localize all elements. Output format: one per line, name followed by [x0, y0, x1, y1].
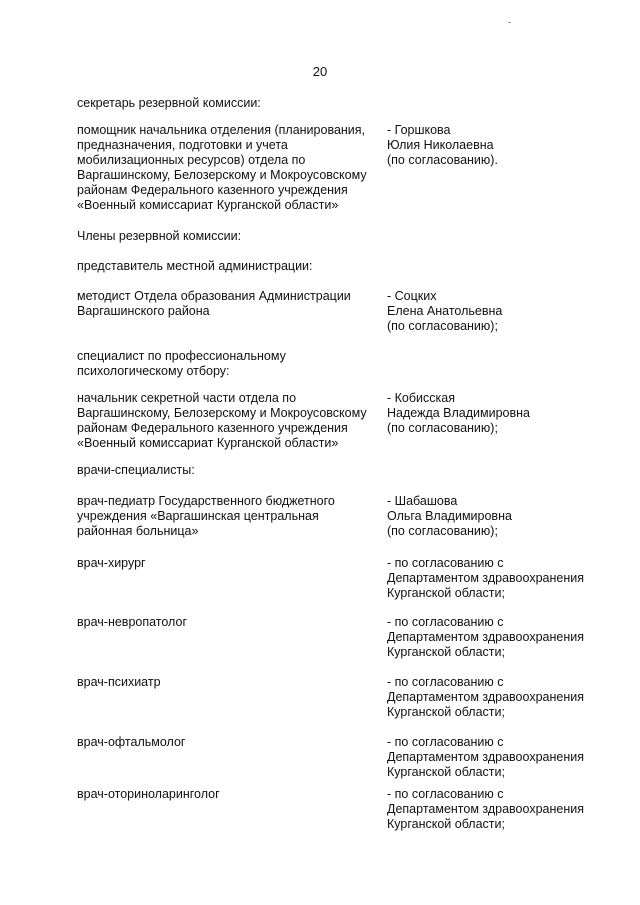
entry-position: врач-психиатр [77, 675, 161, 689]
scan-mark [508, 22, 511, 23]
entry-position: начальник секретной части отдела по Варгашинскому, Белозерскому и Мокроусовскому районам Федерального казенного учреждения «Военный комиссариат Курганской области» [77, 391, 367, 450]
entry-position: врач-хирург [77, 556, 146, 570]
entry-position: помощник начальника отделения (планирования, предназначения, подготовки и учета мобилизационных ресурсов) отдела по Варгашинскому, Белозерскому и Мокроусовскому районам Федерального казенного учреждения «Военный комиссариат Курганской области» [77, 123, 367, 212]
entry-person: - по согласованию с Департаментом здравоохранения Курганской области; [387, 787, 584, 831]
entry-person: - по согласованию с Департаментом здравоохранения Курганской области; [387, 615, 584, 659]
entry-person: - Шабашова Ольга Владимировна (по согласованию); [387, 494, 512, 538]
entry-person: - по согласованию с Департаментом здравоохранения Курганской области; [387, 735, 584, 779]
entry-person: - Горшкова Юлия Николаевна (по согласованию). [387, 123, 498, 167]
page-number: 20 [312, 64, 328, 79]
entry-person: - по согласованию с Департаментом здравоохранения Курганской области; [387, 675, 584, 719]
entry-person: - по согласованию с Департаментом здравоохранения Курганской области; [387, 556, 584, 600]
entry-person: - Кобисская Надежда Владимировна (по согласованию); [387, 391, 530, 435]
entry-position: врач-педиатр Государственного бюджетного учреждения «Варгашинская центральная районная больница» [77, 494, 335, 538]
heading-local-admin: представитель местной администрации: [77, 259, 313, 273]
entry-position: методист Отдела образования Администрации Варгашинского района [77, 289, 351, 318]
entry-position: врач-оториноларинголог [77, 787, 220, 801]
heading-members: Члены резервной комиссии: [77, 229, 242, 243]
entry-position: врач-офтальмолог [77, 735, 186, 749]
heading-doctors: врачи-специалисты: [77, 463, 195, 477]
heading-secretary: секретарь резервной комиссии: [77, 96, 261, 110]
entry-person: - Соцких Елена Анатольевна (по согласованию); [387, 289, 503, 333]
heading-psych: специалист по профессиональному психологическому отбору: [77, 349, 286, 378]
entry-position: врач-невропатолог [77, 615, 187, 629]
